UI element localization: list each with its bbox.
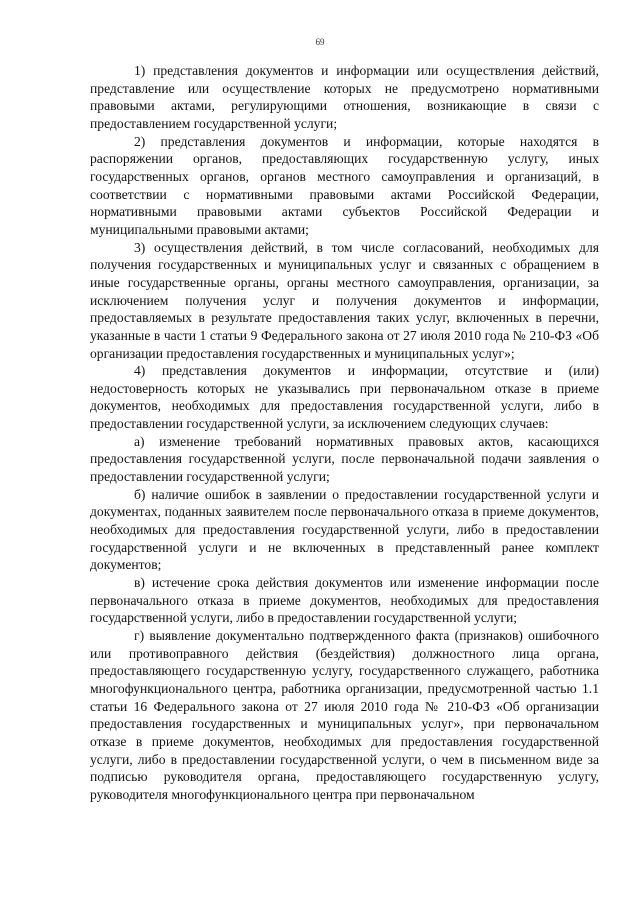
paragraph-item-4: 4) представления документов и информации, отсутствие и (или) недостоверность которых не указывались при первоначальном отказе в приеме документов, необходимых для предоставления государственной услуги, либо в предоставлении государственной услуги, за исключением следующих случаев: <box>90 363 599 432</box>
paragraph-subitem-a: а) изменение требований нормативных правовых актов, касающихся предоставления государственной услуги, после первоначальной подачи заявления о предоставлении государственной услуги; <box>90 433 599 485</box>
paragraph-item-1: 1) представления документов и информации или осуществления действий, представление или осуществление которых не предусмотрено нормативными правовыми актами, регулирующими отношения, возникающие в связи с предоставлением государственной услуги; <box>90 63 599 131</box>
paragraph-subitem-v: в) истечение срока действия документов или изменение информации после первоначального отказа в приеме документов, необходимых для предоставления государственной услуги, либо в предоставлении государственной услуги; <box>90 575 599 626</box>
paragraph-item-3: 3) осуществления действий, в том числе согласований, необходимых для получения государственных и муниципальных услуг и связанных с обращением в иные государственные органы, органы местного самоуправления, организации, за исключением получения услуг и получения документов и информации, предоставляемых в результате предоставления таких услуг, включенных в перечни, указанные в части 1 статьи 9 Федерального закона от 27 июля 2010 года № 210-ФЗ «Об организации предоставления государственных и муниципальных услуг»; <box>90 239 599 361</box>
paragraph-item-2: 2) представления документов и информации, которые находятся в распоряжении органов, предоставляющих государственную услугу, иных государственных органов, органов местного самоуправления и организаций, в соответствии с нормативными правовыми актами Российской Федерации, нормативными правовыми актами субъектов Российской Федерации и муниципальными правовыми актами; <box>90 133 599 237</box>
document-body <box>90 62 599 804</box>
paragraph-subitem-b: б) наличие ошибок в заявлении о предоставлении государственной услуги и документах, поданных заявителем после первоначального отказа в приеме документов, необходимых для предоставления государственной услуги, либо в предоставлении государственной услуги и не включенных в представленный ранее комплект документов; <box>90 486 599 573</box>
paragraph-subitem-g: г) выявление документально подтвержденного факта (признаков) ошибочного или противоправного действия (бездействия) должностного лица органа, предоставляющего государственную услугу, государственного служащего, работника многофункционального центра, работника организации, предусмотренной частью 1.1 статьи 16 Федерального закона от 27 июля 2010 года № 210-ФЗ «Об организации предоставления государственных и муниципальных услуг», при первоначальном отказе в приеме документов, необходимых для предоставления государственной услуги, либо в предоставлении государственной услуги, о чем в письменном виде за подписью руководителя органа, предоставляющего государственную услугу, руководителя многофункционального центра при первоначальном <box>90 628 599 802</box>
page-number: 69 <box>315 37 325 47</box>
